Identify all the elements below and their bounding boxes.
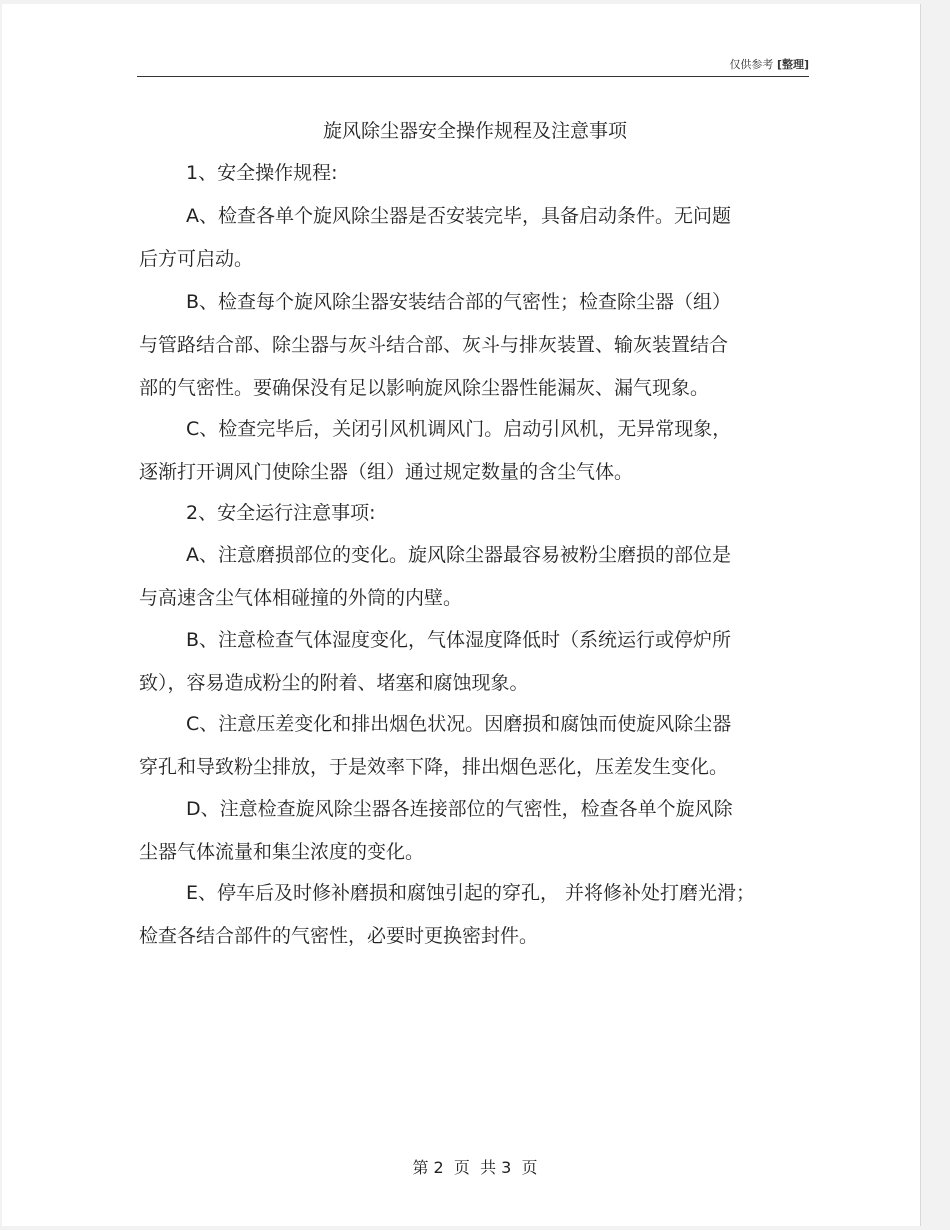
- paragraph-line: 检查各结合部件的气密性，必要时更换密封件。: [139, 925, 539, 947]
- paragraph-line: D、注意检查旋风除尘器各连接部位的气密性，检查各单个旋风除: [186, 798, 733, 820]
- section-heading-2: 2、安全运行注意事项:: [186, 502, 376, 524]
- section-heading-1: 1、安全操作规程:: [186, 162, 338, 184]
- paragraph-line: C、注意压差变化和排出烟色状况。因磨损和腐蚀而使旋风除尘器: [186, 713, 732, 735]
- paragraph-line: 尘器气体流量和集尘浓度的变化。: [139, 841, 425, 863]
- document-page: [2, 4, 921, 1226]
- paragraph-line: E、停车后及时修补磨损和腐蚀引起的穿孔， 并将修补处打磨光滑；: [186, 882, 756, 904]
- paragraph-line: 致），容易造成粉尘的附着、堵塞和腐蚀现象。: [139, 672, 529, 694]
- paragraph-line: 与管路结合部、除尘器与灰斗结合部、灰斗与排灰装置、输灰装置结合: [139, 334, 729, 356]
- document-title: 旋风除尘器安全操作规程及注意事项: [322, 120, 627, 142]
- paragraph-line: 后方可启动。: [139, 248, 254, 270]
- header-note-text: 仅供参考: [729, 58, 774, 71]
- page-header: [137, 54, 809, 77]
- paragraph-line: A、检查各单个旋风除尘器是否安装完毕，具备启动条件。无问题: [186, 205, 731, 227]
- header-note: [729, 56, 809, 72]
- page-number: 第 2 页 共 3 页: [412, 1158, 538, 1177]
- paragraph-line: 穿孔和导致粉尘排放，于是效率下降，排出烟色恶化，压差发生变化。: [139, 756, 729, 778]
- header-tag: [整理]: [776, 58, 809, 71]
- paragraph-line: C、检查完毕后，关闭引风机调风门。启动引风机，无异常现象，: [186, 418, 732, 440]
- paragraph-line: 部的气密性。要确保没有足以影响旋风除尘器性能漏灰、漏气现象。: [139, 377, 710, 399]
- paragraph-line: 逐渐打开调风门使除尘器（组）通过规定数量的含尘气体。: [139, 461, 634, 483]
- paragraph-line: B、注意检查气体湿度变化，气体湿度降低时（系统运行或停炉所: [186, 629, 732, 651]
- paragraph-line: A、注意磨损部位的变化。旋风除尘器最容易被粉尘磨损的部位是: [186, 544, 731, 566]
- paragraph-line: 与高速含尘气体相碰撞的外筒的内壁。: [139, 587, 463, 609]
- paragraph-line: B、检查每个旋风除尘器安装结合部的气密性；检查除尘器（组）: [186, 291, 732, 313]
